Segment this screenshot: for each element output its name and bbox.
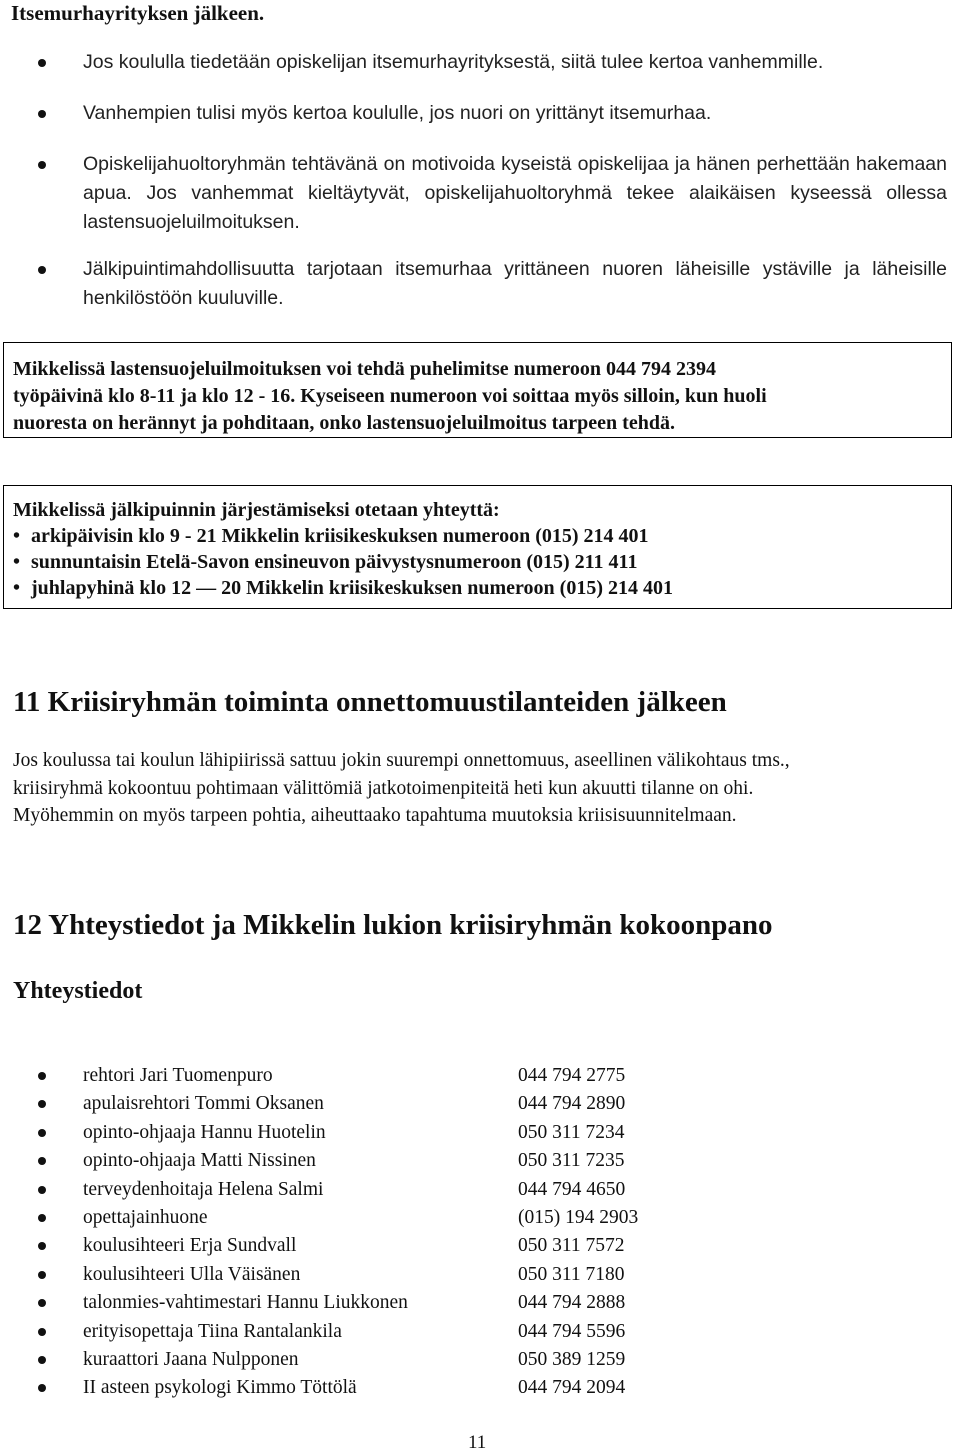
- page-number: 11: [468, 1432, 487, 1453]
- contact-name: koulusihteeri Erja Sundvall: [83, 1235, 297, 1257]
- contact-row: [83, 1261, 625, 1289]
- contact-name: apulaisrehtori Tommi Oksanen: [83, 1093, 324, 1115]
- contact-name: opettajainhuone: [83, 1207, 208, 1228]
- contact-row: [83, 1090, 626, 1118]
- paragraph-line: Myöhemmin on myös tarpeen pohtia, aiheuttaako tapahtuma muutoksia kriisisuunnitelmaan.: [13, 805, 737, 826]
- contact-name: erityisopettaja Tiina Rantalankila: [83, 1320, 342, 1342]
- child-protection-box: [3, 342, 952, 438]
- bullet-text: Jälkipuintimahdollisuutta tarjotaan itsemurhaa yrittäneen nuoren läheisille ystäville ja läheisille henkilöstöön kuuluville.: [83, 258, 947, 309]
- bullet-icon: [38, 266, 46, 274]
- bullet-icon: [38, 1384, 46, 1392]
- bullet-icon: [38, 1129, 46, 1137]
- contact-name: talonmies-vahtimestari Hannu Liukkonen: [83, 1292, 408, 1314]
- contact-name: opinto-ohjaaja Hannu Huotelin: [83, 1121, 326, 1143]
- bullet-icon: [38, 1072, 46, 1080]
- contact-phone: 050 311 7235: [518, 1150, 625, 1172]
- contacts-subheading: Yhteystiedot: [13, 978, 143, 1004]
- box2-title: Mikkelissä jälkipuinnin järjestämiseksi otetaan yhteyttä:: [13, 499, 500, 521]
- contact-phone: 044 794 4650: [518, 1178, 626, 1200]
- contact-name: II asteen psykologi Kimmo Töttölä: [83, 1377, 357, 1399]
- bullet-icon: [38, 1299, 46, 1307]
- contact-row: [83, 1374, 626, 1402]
- contact-row: [83, 1176, 626, 1204]
- contact-row: [83, 1062, 626, 1090]
- bullet-icon: [38, 1328, 46, 1336]
- contact-name: koulusihteeri Ulla Väisänen: [83, 1263, 301, 1285]
- list-item: [83, 150, 947, 237]
- box1-line: nuoresta on herännyt ja pohditaan, onko lastensuojeluilmoitus tarpeen tehdä.: [13, 412, 675, 434]
- box1-text: [13, 356, 767, 437]
- paragraph-line: Jos koulussa tai koulun lähipiirissä sattuu jokin suurempi onnettomuus, aseellinen välikohtaus tms.,: [13, 750, 790, 771]
- paragraph-line: kriisiryhmä kokoontuu pohtimaan välittömiä jatkotoimenpiteitä heti kun akuutti tilanne on ohi.: [13, 777, 754, 799]
- contact-phone: 050 311 7180: [518, 1263, 625, 1285]
- bullet-text: Jos koululla tiedetään opiskelijan itsemurhayrityksestä, siitä tulee kertoa vanhemmille.: [83, 51, 824, 73]
- contact-phone: 044 794 2094: [518, 1377, 626, 1399]
- contact-row: [83, 1289, 626, 1317]
- bullet-icon: [38, 161, 46, 169]
- bullet-icon: [38, 110, 46, 118]
- contact-name: opinto-ohjaaja Matti Nissinen: [83, 1150, 316, 1172]
- contact-phone: 044 794 5596: [518, 1320, 626, 1342]
- box2-item: • juhlapyhinä klo 12 — 20 Mikkelin kriisikeskuksen numeroon (015) 214 401: [13, 575, 673, 601]
- contact-row: [83, 1318, 626, 1346]
- contact-phone: 044 794 2890: [518, 1093, 626, 1115]
- contact-name: kuraattori Jaana Nulpponen: [83, 1349, 299, 1370]
- box1-line: työpäivinä klo 8-11 ja klo 12 - 16. Kyseiseen numeroon voi soittaa myös silloin, kun huoli: [13, 385, 767, 407]
- section-11-paragraph: [13, 747, 953, 830]
- bullet-icon: [38, 1271, 46, 1279]
- bullet-icon: [38, 1186, 46, 1194]
- contact-phone: 050 389 1259: [518, 1349, 626, 1370]
- contact-row: [83, 1147, 625, 1175]
- contact-phone: 044 794 2775: [518, 1065, 626, 1086]
- contact-phone: (015) 194 2903: [518, 1207, 639, 1228]
- top-heading: Itsemurhayrityksen jälkeen.: [11, 1, 265, 25]
- debriefing-box: [3, 485, 952, 609]
- contact-phone: 050 311 7234: [518, 1121, 625, 1143]
- list-item: [83, 99, 947, 128]
- contact-row: [83, 1346, 626, 1374]
- bullet-icon: [38, 59, 46, 67]
- section-11-heading: 11 Kriisiryhmän toiminta onnettomuustilanteiden jälkeen: [13, 686, 727, 718]
- bullet-icon: [38, 1157, 46, 1165]
- box2-item: • sunnuntaisin Etelä-Savon ensineuvon päivystysnumeroon (015) 211 411: [13, 549, 673, 575]
- contact-phone: 050 311 7572: [518, 1235, 625, 1257]
- contact-name: terveydenhoitaja Helena Salmi: [83, 1178, 324, 1200]
- contact-row: [83, 1204, 639, 1232]
- contact-phone: 044 794 2888: [518, 1292, 626, 1314]
- box2-item: • arkipäivisin klo 9 - 21 Mikkelin kriisikeskuksen numeroon (015) 214 401: [13, 523, 673, 549]
- box2-text: [13, 497, 673, 601]
- contact-row: [83, 1232, 625, 1260]
- bullet-text: Opiskelijahuoltoryhmän tehtävänä on motivoida kyseistä opiskelijaa ja hänen perhettään hakemaan apua. Jos vanhemmat kieltäytyvät, opiskelijahuoltoryhmä tekee alaikäisen kyseessä ollessa lastensuojeluilmoituksen.: [83, 153, 947, 233]
- list-item: [83, 255, 947, 313]
- bullet-icon: [38, 1356, 46, 1364]
- list-item: [83, 48, 947, 77]
- bullet-icon: [38, 1100, 46, 1108]
- box1-line: Mikkelissä lastensuojeluilmoituksen voi tehdä puhelimitse numeroon 044 794 2394: [13, 358, 717, 380]
- section-12-heading: 12 Yhteystiedot ja Mikkelin lukion kriisiryhmän kokoonpano: [13, 909, 773, 941]
- contact-name: rehtori Jari Tuomenpuro: [83, 1065, 273, 1086]
- bullet-icon: [38, 1214, 46, 1222]
- bullet-icon: [38, 1242, 46, 1250]
- contact-row: [83, 1119, 625, 1147]
- bullet-text: Vanhempien tulisi myös kertoa koululle, jos nuori on yrittänyt itsemurhaa.: [83, 102, 712, 124]
